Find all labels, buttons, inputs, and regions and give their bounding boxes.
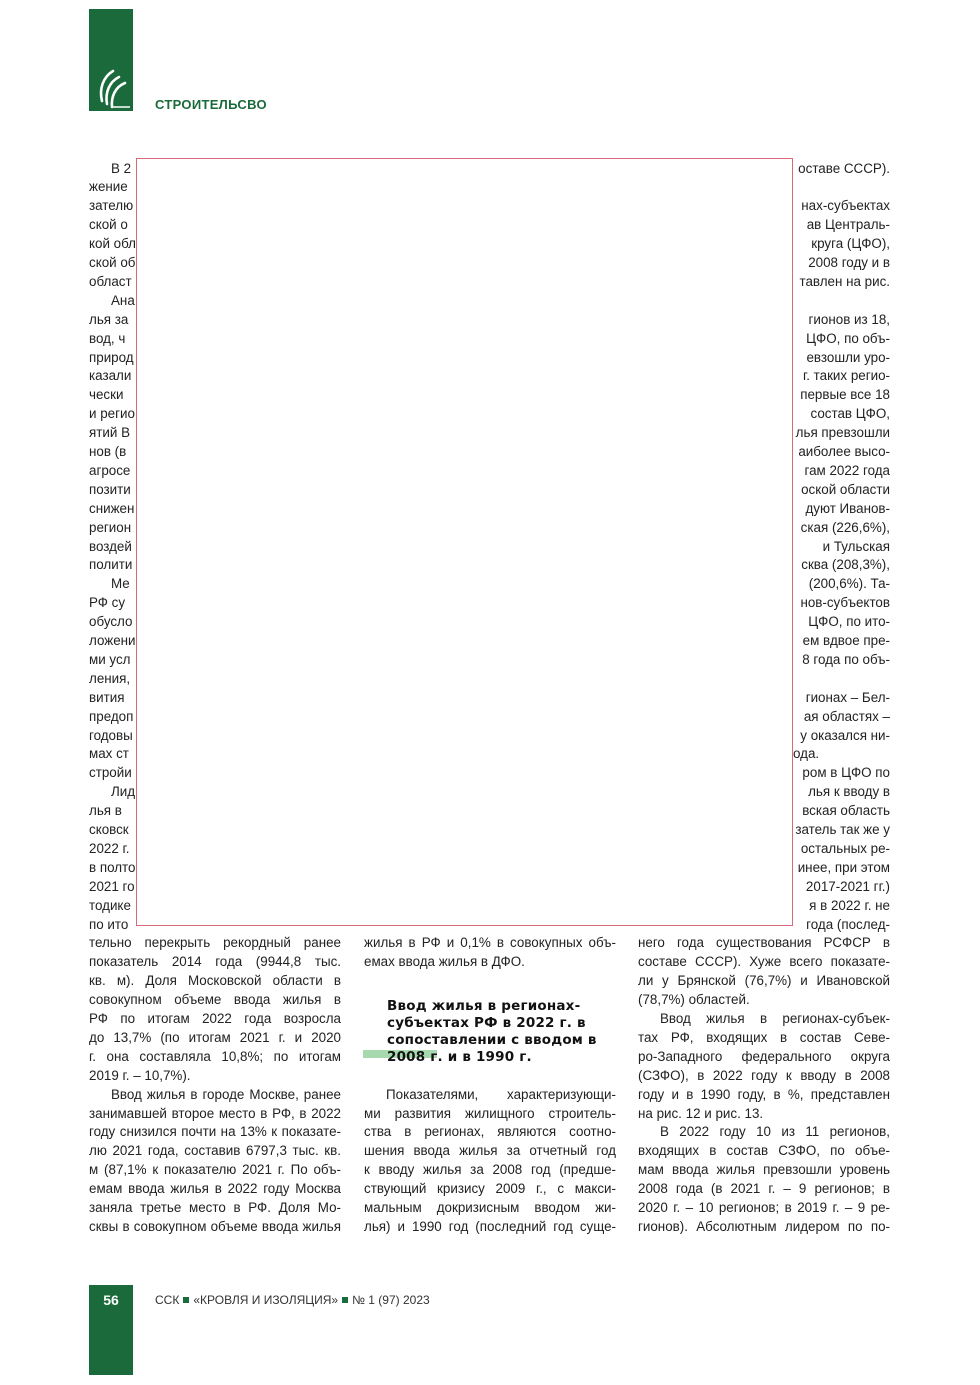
text-line: по ито <box>89 916 129 932</box>
text-line: ЦФО, по объ- <box>806 330 890 346</box>
text-line: агросе <box>89 462 131 478</box>
text-line: оставе СССР). <box>798 160 890 176</box>
text-line: ская (226,6%), <box>800 519 890 535</box>
text-line: кв. м). Доля Московской области в <box>89 973 341 989</box>
text-line: вития <box>89 689 125 705</box>
text-line: совокупном объеме ввода жилья в <box>89 992 341 1008</box>
text-line: ро-Западного федерального округа <box>638 1048 890 1064</box>
text-line: круга (ЦФО), <box>811 236 890 252</box>
text-line: евзошли уро- <box>806 349 890 365</box>
text-line: первые все 18 <box>800 387 890 403</box>
text-line: жилья в РФ и 0,1% в совокупных объ- <box>364 935 616 951</box>
text-line: инее, при этом <box>797 859 890 875</box>
text-line: ской о <box>89 217 128 233</box>
footer-issue: № 1 (97) 2023 <box>352 1293 430 1307</box>
text-line: 2008 году и в <box>808 255 890 270</box>
text-line: сква (208,3%), <box>801 557 890 573</box>
text-line: мальным докризисным вводом жи- <box>364 1200 616 1215</box>
text-line: зателю <box>89 198 134 214</box>
text-line: и регио <box>89 406 135 422</box>
text-line: (78,7%) областей. <box>638 992 750 1008</box>
text-line: м (87,1% к показателю 2021 г. По объ- <box>89 1162 341 1178</box>
text-line: лья за <box>89 311 129 327</box>
text-line: ода. <box>793 746 820 762</box>
text-line: лья к вводу в <box>808 784 890 800</box>
text-line: ской об <box>89 255 136 270</box>
text-line: ятий В <box>89 425 130 441</box>
text-line: нов-субъектов <box>800 595 890 611</box>
text-line: ав Централь- <box>806 217 890 233</box>
text-line: тавлен на рис. <box>799 273 890 289</box>
text-line: г. она составляла 10,8%; по итогам <box>89 1048 341 1064</box>
text-line: составе СССР). Хуже всего показате- <box>638 954 890 970</box>
text-line: сковск <box>89 822 129 837</box>
text-line: мах ст <box>89 746 129 762</box>
text-line: входящих в состав СЗФО, по объе- <box>638 1143 890 1159</box>
text-line: В 2 <box>111 160 132 176</box>
text-line: (СЗФО), в 2022 году к вводу в 2008 <box>638 1067 890 1083</box>
text-line: позити <box>89 481 131 497</box>
text-line: гионов из 18, <box>808 311 890 327</box>
text-line: ства в регионах, являются соотно- <box>364 1124 616 1140</box>
text-line: до 13,7% (по итогам 2021 г. и 2020 <box>89 1029 341 1045</box>
text-line: РФ су <box>89 595 126 611</box>
text-line: затель так же у <box>795 822 890 837</box>
text-line: к вводу жилья за 2008 год (предше- <box>364 1162 616 1178</box>
text-line: оской области <box>801 481 890 497</box>
logo-icon <box>93 67 131 109</box>
section-heading: Ввод жилья в регионах-субъектах РФ в 2022 г. в сопоставлении с вводом в 2008 г. и в 1990 г. <box>387 998 597 1065</box>
text-line: вод, ч <box>89 330 126 346</box>
text-line: гионов). Абсолютным лидером по по- <box>638 1218 890 1234</box>
text-line: ми развития жилищного строитель- <box>364 1105 616 1121</box>
text-line: и Тульская <box>822 538 890 554</box>
text-line: (200,6%). Та- <box>808 576 890 592</box>
text-line: остальных ре- <box>800 840 890 856</box>
text-line: Ввод жилья в регионах-субъек- <box>660 1011 890 1026</box>
text-line: на рис. 12 и рис. 13. <box>638 1105 764 1121</box>
text-line: Ввод жилья в городе Москве, ранее <box>111 1086 341 1102</box>
text-line: област <box>89 273 132 289</box>
text-line: годовы <box>89 727 133 743</box>
text-line: аиболее высо- <box>798 444 890 459</box>
text-line: шения ввода жилья за отчетный год <box>364 1143 616 1159</box>
footer-publisher: ССК <box>155 1293 180 1307</box>
text-line: 8 года по объ- <box>802 651 890 667</box>
text-line: году снизился почти на 13% к показате- <box>89 1124 341 1140</box>
text-line: тодике <box>89 897 131 913</box>
text-line: лю 2021 года, составив 6797,3 тыс. кв. <box>89 1143 341 1159</box>
text-line: ли у Брянской (76,7%) и Ивановской <box>638 973 890 989</box>
text-line: емах ввода жилья в ДФО. <box>364 954 525 970</box>
text-line: Ана <box>111 292 135 308</box>
text-line: лья превзошли <box>795 425 890 441</box>
text-line: состав ЦФО, <box>810 406 890 422</box>
text-line: РФ по итогам 2022 года возросла <box>89 1011 341 1026</box>
text-line: нов (в <box>89 444 127 459</box>
text-line: лья) и 1990 год (последний год суще- <box>364 1218 616 1234</box>
text-line: стройи <box>89 765 132 781</box>
text-line: него года существования РСФСР в <box>638 935 890 951</box>
text-line: нах-субъектах <box>801 198 890 214</box>
text-line: гам 2022 года <box>804 462 890 478</box>
text-line: Показателями, характеризующи- <box>386 1086 616 1102</box>
text-line: заняла третье место в РФ. Доля Мо- <box>89 1200 341 1215</box>
text-line: я в 2022 г. не <box>809 897 890 913</box>
text-line: дуют Иванов- <box>805 500 890 516</box>
text-line: ления, <box>89 670 131 686</box>
text-line: ствующий кризису 2009 г., с макси- <box>364 1181 616 1197</box>
footer-line <box>155 1293 430 1307</box>
text-line: тельно перекрыть рекордный ранее <box>89 935 341 951</box>
text-line: ем вдвое пре- <box>802 633 890 648</box>
text-line: природ <box>89 349 134 365</box>
text-line: В 2022 году 10 из 11 регионов, <box>660 1124 890 1140</box>
text-line: ми усл <box>89 651 131 667</box>
footer-green-bar <box>89 1285 133 1375</box>
text-line: ая областях – <box>803 708 890 724</box>
square-bullet-icon <box>342 1297 348 1303</box>
text-line: занимавшей второе место в РФ, в 2022 <box>89 1105 341 1121</box>
page-number: 56 <box>103 1292 119 1308</box>
text-line: 2008 года (в 2021 г. – 9 регионов; в <box>638 1181 890 1197</box>
text-line: полити <box>89 557 133 573</box>
text-line: емам ввода жилья в 2022 году Москва <box>89 1181 341 1197</box>
text-line: 2021 го <box>89 878 135 894</box>
text-line: 2022 г. <box>89 840 130 856</box>
text-line: ром в ЦФО по <box>802 765 890 781</box>
text-line: кой обл <box>89 236 136 252</box>
text-line: регион <box>89 519 132 535</box>
text-line: обусло <box>89 614 133 630</box>
text-line: воздей <box>89 538 132 554</box>
text-line: вская область <box>802 803 890 819</box>
footer-journal: «КРОВЛЯ И ИЗОЛЯЦИЯ» <box>193 1293 339 1307</box>
text-line: лья в <box>89 803 122 819</box>
text-line: 2020 г. – 10 регионов; в 2019 г. – 9 ре- <box>638 1200 890 1215</box>
section-title: СТРОИТЕЛЬСВО <box>155 97 267 112</box>
text-line: мам ввода жилья превзошли уровень <box>638 1162 890 1178</box>
text-line: у оказался ни- <box>800 727 890 743</box>
text-line: году и в 1990 году, в %, представлен <box>638 1086 890 1102</box>
text-line: гионах – Бел- <box>805 689 890 705</box>
header-green-bar <box>89 9 133 111</box>
square-bullet-icon <box>183 1297 189 1303</box>
text-line: ложени <box>89 633 136 648</box>
figure-placeholder <box>136 158 793 926</box>
text-line: показатель 2014 года (9944,8 тыс. <box>89 954 341 970</box>
text-line: казали <box>89 368 132 384</box>
text-line: ЦФО, по ито- <box>808 614 890 630</box>
text-line: чески <box>89 387 124 403</box>
text-line: г. таких регио- <box>802 368 890 384</box>
text-line: снижен <box>89 500 135 516</box>
text-line: сквы в совокупном объеме ввода жилья <box>89 1218 341 1234</box>
text-line: года (послед- <box>806 916 890 932</box>
text-line: 2017-2021 гг.) <box>805 878 890 894</box>
text-line: 2019 г. – 10,7%). <box>89 1067 191 1083</box>
text-line: тах РФ, входящих в состав Севе- <box>638 1029 890 1045</box>
text-line: Ме <box>111 576 130 592</box>
text-line: в полто <box>89 859 136 875</box>
text-line: предоп <box>89 708 134 724</box>
text-line: жение <box>89 179 128 195</box>
text-line: Лид <box>111 784 136 800</box>
